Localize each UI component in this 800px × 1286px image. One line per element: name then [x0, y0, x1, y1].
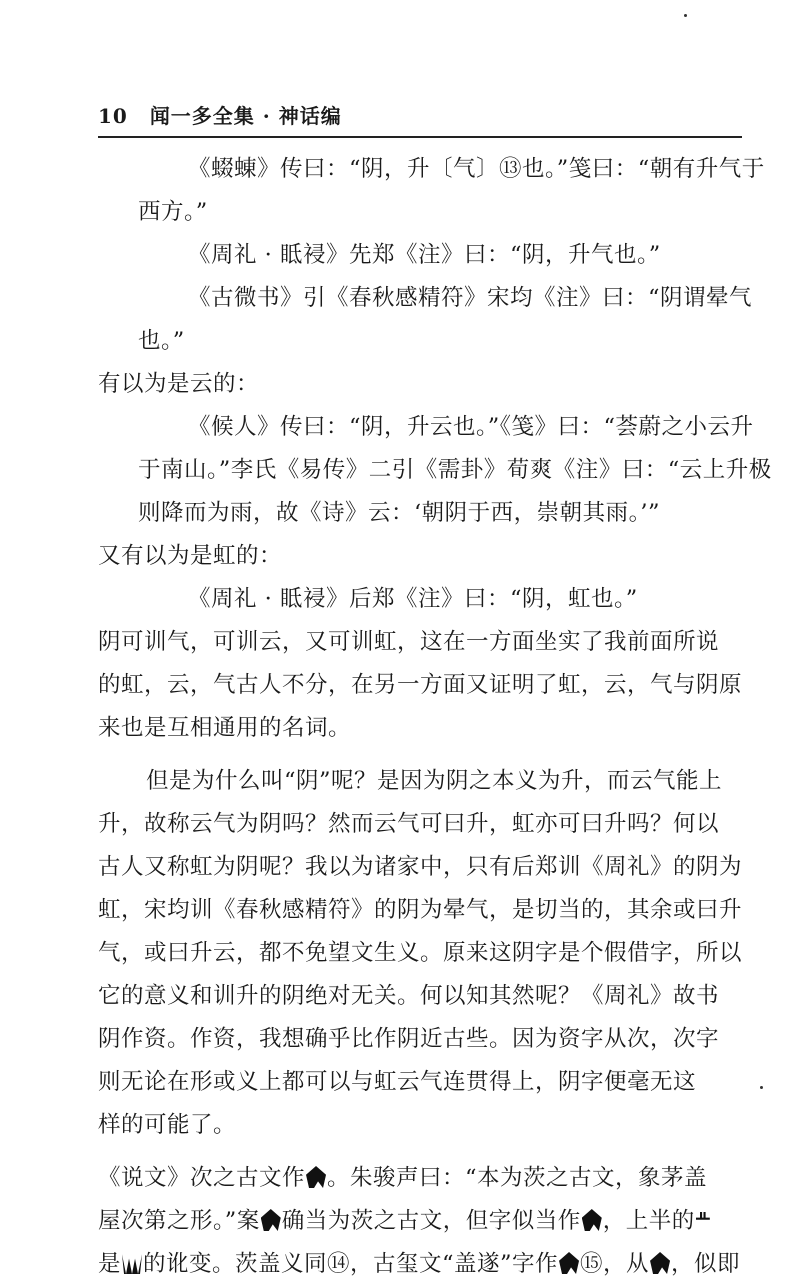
text-line: 《古微书》引《春秋感精符》宋均《注》曰：“阴谓晕气	[188, 285, 753, 311]
scan-speck	[760, 1086, 763, 1089]
header-rule	[98, 136, 742, 138]
book-title: 闻一多全集 · 神话编	[149, 104, 342, 128]
archaic-ci-icon	[306, 1166, 326, 1188]
page-body	[98, 148, 772, 1286]
text-line: 于南山。”李氏《易传》二引《需卦》荀爽《注》曰：“云上升极	[138, 457, 772, 483]
text-line: 升，故称云气为阴吗？然而云气可曰升，虹亦可曰升吗？何以	[98, 811, 720, 837]
text-line: 样的可能了。	[98, 1112, 237, 1138]
text-line: 《周礼 · 眡祲》先郑《注》曰：“阴，升气也。”	[188, 242, 661, 268]
text-line: 虹，宋均训《春秋感精符》的阴为晕气，是切当的，其余或曰升	[98, 897, 743, 923]
text-run: 的讹变。茨盖义同⑭，古玺文“盖遂”字作	[143, 1251, 559, 1277]
seal-component-icon	[650, 1252, 670, 1274]
text-line: 古人又称虹为阴呢？我以为诸家中，只有后郑训《周礼》的阴为	[98, 854, 743, 880]
text-line: 来也是互相通用的名词。	[98, 715, 352, 741]
archaic-ci-icon	[582, 1209, 602, 1231]
text-line: 阴可训气，可训云，又可训虹，这在一方面坐实了我前面所说	[98, 629, 720, 655]
text-line: 又有以为是虹的：	[98, 543, 283, 569]
seal-gai-icon	[559, 1252, 579, 1274]
page-number: 10	[98, 104, 128, 128]
archaic-ci-icon	[261, 1209, 281, 1231]
text-line: 的虹，云，气古人不分，在另一方面又证明了虹，云，气与阴原	[98, 672, 743, 698]
text-line: 有以为是云的：	[98, 371, 260, 397]
text-line: 它的意义和训升的阴绝对无关。何以知其然呢？《周礼》故书	[98, 983, 720, 1009]
text-line: 《蝃蝀》传曰：“阴，升〔气〕⑬也。”笺曰：“朝有升气于	[188, 156, 765, 182]
paragraph-gap	[98, 1147, 742, 1157]
text-line: 则降而为雨，故《诗》云：‘朝阴于西，崇朝其雨。’”	[138, 500, 661, 526]
running-header	[98, 100, 738, 136]
scan-speck	[684, 14, 687, 17]
grass-top-icon	[696, 1212, 710, 1226]
text-run: ，上半的	[602, 1208, 695, 1234]
text-line: 也。”	[138, 328, 185, 354]
text-line: 则无论在形或义上都可以与虹云气连贯得上，阴字便毫无这	[98, 1069, 697, 1095]
text-line: 《周礼 · 眡祲》后郑《注》曰：“阴，虹也。”	[188, 586, 638, 612]
text-run: 《说文》次之古文作	[98, 1165, 306, 1191]
text-run: 屋次第之形。”案	[98, 1208, 260, 1234]
text-run: 确当为茨之古文，但字似当作	[281, 1208, 581, 1234]
text-run: 是	[98, 1251, 122, 1277]
text-line	[98, 1157, 742, 1200]
grass-radical-icon	[122, 1252, 142, 1274]
text-run: ⑮，从	[580, 1251, 650, 1277]
text-line: 西方。”	[138, 199, 208, 225]
text-line	[98, 1243, 742, 1286]
text-line	[98, 1200, 742, 1243]
paragraph-gap	[98, 750, 742, 760]
text-run: ，似即	[671, 1251, 741, 1277]
text-run: 。朱骏声曰：“本为茨之古文，象茅盖	[327, 1165, 708, 1191]
text-line: 但是为什么叫“阴”呢？是因为阴之本义为升，而云气能上	[146, 768, 723, 794]
text-line: 《候人》传曰：“阴，升云也。”《笺》曰：“荟蔚之小云升	[188, 414, 754, 440]
text-line: 气，或曰升云，都不免望文生义。原来这阴字是个假借字，所以	[98, 940, 743, 966]
text-line: 阴作资。作资，我想确乎比作阴近古些。因为资字从次，次字	[98, 1026, 720, 1052]
